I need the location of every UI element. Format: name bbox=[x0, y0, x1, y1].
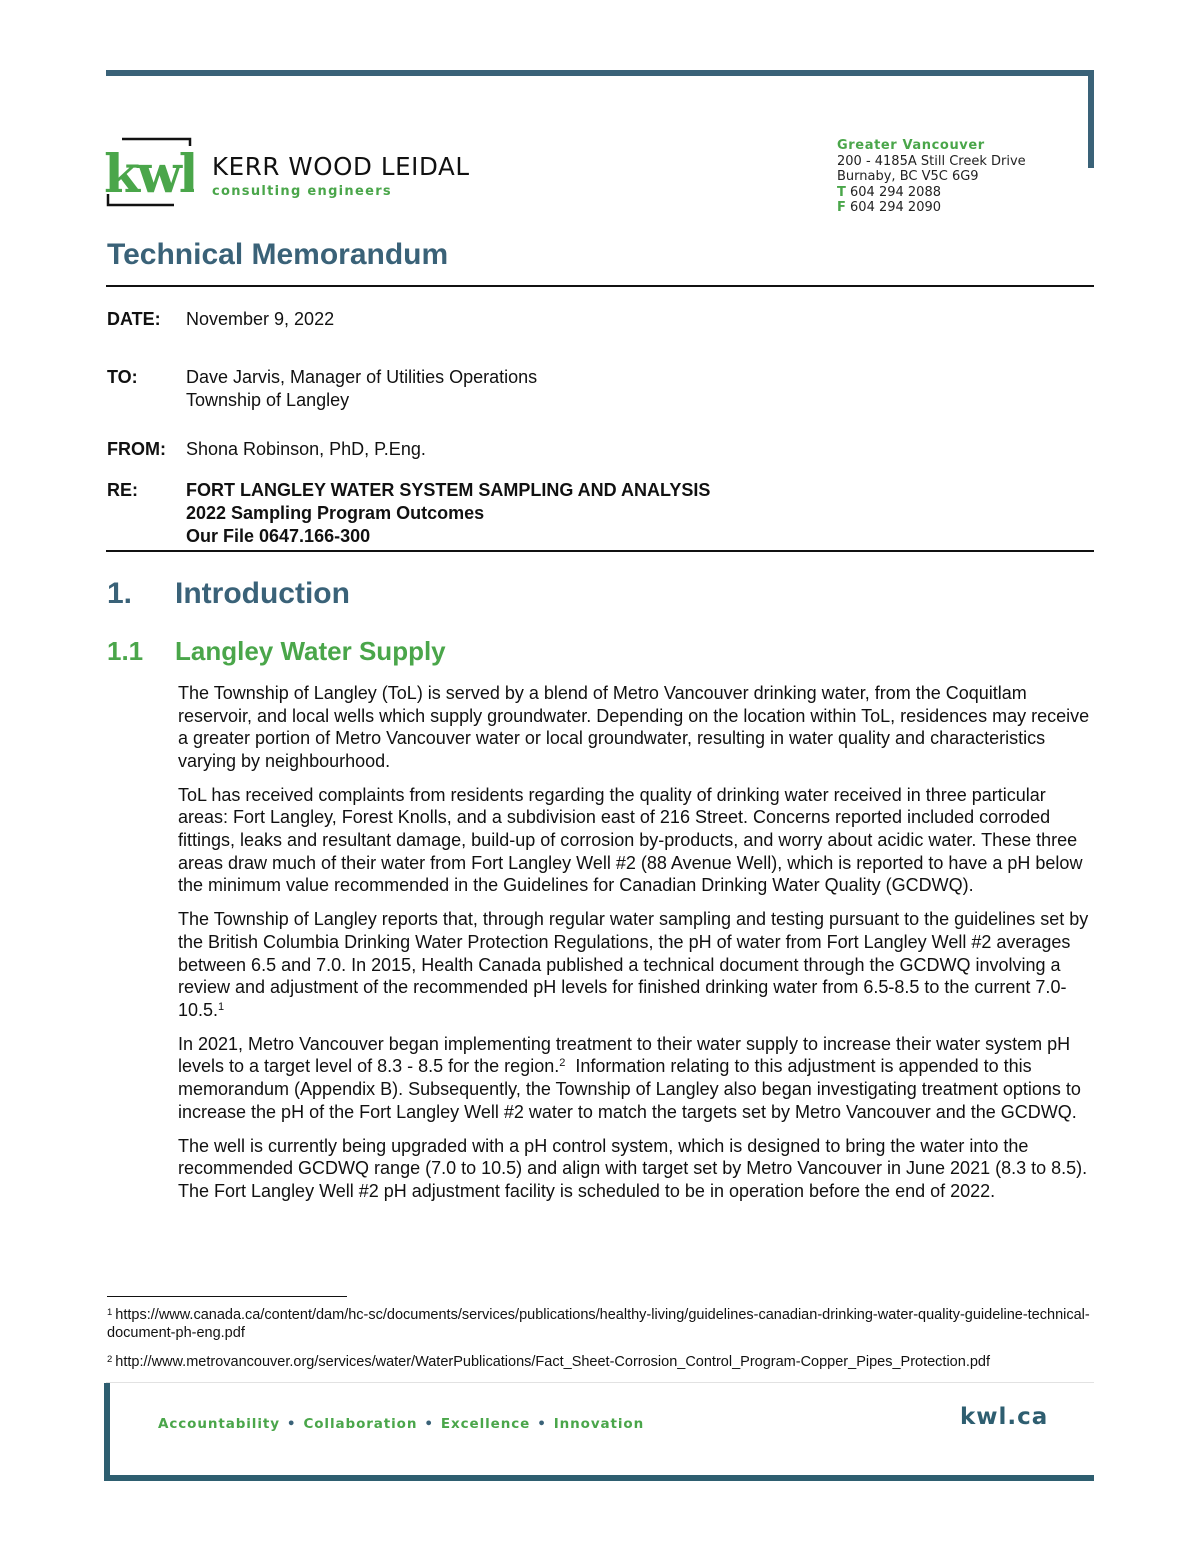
footnote-1 bbox=[107, 1306, 1097, 1342]
company-tagline: consulting engineers bbox=[212, 184, 392, 199]
paragraph: ToL has received complaints from residents regarding the quality of drinking water received in three particular areas: Fort Langley, Forest Knolls, and a subdivision east of 216 Street. Concerns reported included corroded fittings, leaks and resultant damage, build-up of corrosion by-products, and worry about acidic water. These three areas draw much of their water from Fort Langley Well #2 (88 Avenue Well), which is reported to have a pH below the minimum value recommended in the Guidelines for Canadian Drinking Water Quality (GCDWQ). bbox=[178, 784, 1083, 896]
office-address-line2: Burnaby, BC V5C 6G9 bbox=[837, 169, 979, 185]
footnote-ref[interactable]: 2 bbox=[559, 1057, 566, 1070]
website-link[interactable]: kwl.ca bbox=[960, 1404, 1049, 1430]
letterhead-top-border bbox=[106, 70, 1094, 76]
paragraph: The Township of Langley reports that, through regular water sampling and testing pursuant to the guidelines set by the British Columbia Drinking Water Protection Regulations, the pH of water from Fort Langley Well #2 averages between 6.5 and 7.0. In 2015, Health Canada published a technical document through the GCDWQ involving a review and adjustment of the recommended pH levels for finished drinking water from 6.5-8.5 to the current 7.0-10.5.$^1$ bbox=[178, 909, 1089, 1020]
fax-label: F bbox=[837, 200, 846, 216]
footer-bottom-border bbox=[104, 1475, 1094, 1481]
phone-number: 604 294 2088 bbox=[850, 184, 941, 200]
office-name: Greater Vancouver bbox=[837, 138, 985, 153]
letterhead-right-border bbox=[1088, 70, 1094, 168]
footnote-number: 2 bbox=[107, 1354, 113, 1365]
subsection-title: Langley Water Supply bbox=[175, 636, 446, 666]
re-subtitle: 2022 Sampling Program Outcomes bbox=[186, 503, 485, 523]
paragraph: The well is currently being upgraded with a pH control system, which is designed to bring the water into the recommended GCDWQ range (7.0 to 10.5) and align with target set by Metro Vancouver in June 2021 (8.3 to 8.5). The Fort Langley Well #2 pH adjustment facility is scheduled to be in operation before the end of 2022. bbox=[178, 1135, 1088, 1201]
paragraph: In 2021, Metro Vancouver began implementing treatment to their water supply to increase their water system pH levels to a target level of 8.3 - 8.5 for the region.$^2$ Information relating to this adjustment is appended to this memorandum (Appendix B). Subsequently, the Township of Langley also began investigating treatment options to increase the pH of the Fort Langley Well #2 water to match the targets set by Metro Vancouver and the GCDWQ. bbox=[178, 1033, 1081, 1122]
memo-to-row bbox=[107, 366, 537, 412]
footer-top-line bbox=[106, 1382, 1094, 1383]
from-label: FROM: bbox=[107, 439, 166, 459]
subsection-heading-langley-water-supply bbox=[107, 636, 446, 667]
value-innovation: Innovation bbox=[553, 1416, 645, 1432]
date-value: November 9, 2022 bbox=[186, 309, 335, 329]
fax-number: 604 294 2090 bbox=[850, 200, 942, 216]
bullet-separator: • bbox=[424, 1416, 434, 1432]
document-title: Technical Memorandum bbox=[107, 238, 449, 271]
to-organization: Township of Langley bbox=[186, 390, 350, 410]
memo-from-row bbox=[107, 438, 426, 461]
phone-label: T bbox=[837, 184, 846, 200]
footnote-number: 1 bbox=[107, 1307, 113, 1318]
value-accountability: Accountability bbox=[158, 1416, 280, 1432]
footnote-link[interactable]: http://www.metrovancouver.org/services/water/WaterPublications/Fact_Sheet-Corrosion_Control_Program-Copper_Pipes_Protection.pdf bbox=[115, 1354, 990, 1370]
company-name: KERR WOOD LEIDAL bbox=[212, 152, 470, 181]
subsection-number: 1.1 bbox=[107, 636, 144, 666]
memo-date-row bbox=[107, 308, 334, 331]
from-value: Shona Robinson, PhD, P.Eng. bbox=[186, 439, 426, 459]
section-number: 1. bbox=[107, 577, 133, 610]
office-phone bbox=[837, 185, 1026, 201]
bullet-separator: • bbox=[537, 1416, 547, 1432]
header-divider bbox=[106, 550, 1094, 552]
re-subject: FORT LANGLEY WATER SYSTEM SAMPLING AND ANALYSIS bbox=[186, 480, 711, 500]
footnote-link[interactable]: https://www.canada.ca/content/dam/hc-sc/documents/services/publications/healthy-living/guidelines-canadian-drinking-water-quality-guideline-technical-document-ph-eng.pdf bbox=[107, 1307, 1090, 1341]
section-body bbox=[178, 682, 1090, 1214]
section-heading-introduction bbox=[107, 577, 350, 611]
to-label: TO: bbox=[107, 367, 138, 387]
footnotes bbox=[107, 1306, 1097, 1382]
value-excellence: Excellence bbox=[440, 1416, 531, 1432]
office-fax bbox=[837, 200, 1026, 216]
kwl-logo-icon bbox=[104, 136, 194, 210]
footnote-separator bbox=[107, 1296, 347, 1297]
paragraph: The Township of Langley (ToL) is served by a blend of Metro Vancouver drinking water, from the Coquitlam reservoir, and local wells which supply groundwater. Depending on the location within ToL, residences may receive a greater portion of Metro Vancouver water or local groundwater, resulting in water quality and characteristics varying by neighbourhood. bbox=[178, 683, 1090, 771]
footnote-2 bbox=[107, 1353, 1097, 1371]
svg-text:kwl: kwl bbox=[104, 144, 194, 205]
re-file-number: Our File 0647.166-300 bbox=[186, 526, 371, 546]
company-values bbox=[158, 1416, 644, 1432]
bullet-separator: • bbox=[286, 1416, 297, 1432]
title-divider bbox=[106, 285, 1094, 287]
office-address-block bbox=[837, 138, 1026, 216]
office-address-line1: 200 - 4185A Still Creek Drive bbox=[837, 153, 1026, 169]
date-label: DATE: bbox=[107, 309, 161, 329]
re-label: RE: bbox=[107, 480, 138, 500]
memo-re-row bbox=[107, 479, 710, 548]
to-recipient: Dave Jarvis, Manager of Utilities Operations bbox=[186, 367, 538, 387]
section-title: Introduction bbox=[175, 577, 350, 610]
footnote-ref[interactable]: 1 bbox=[218, 1000, 225, 1013]
footer-left-border bbox=[104, 1383, 110, 1481]
value-collaboration: Collaboration bbox=[303, 1416, 418, 1432]
